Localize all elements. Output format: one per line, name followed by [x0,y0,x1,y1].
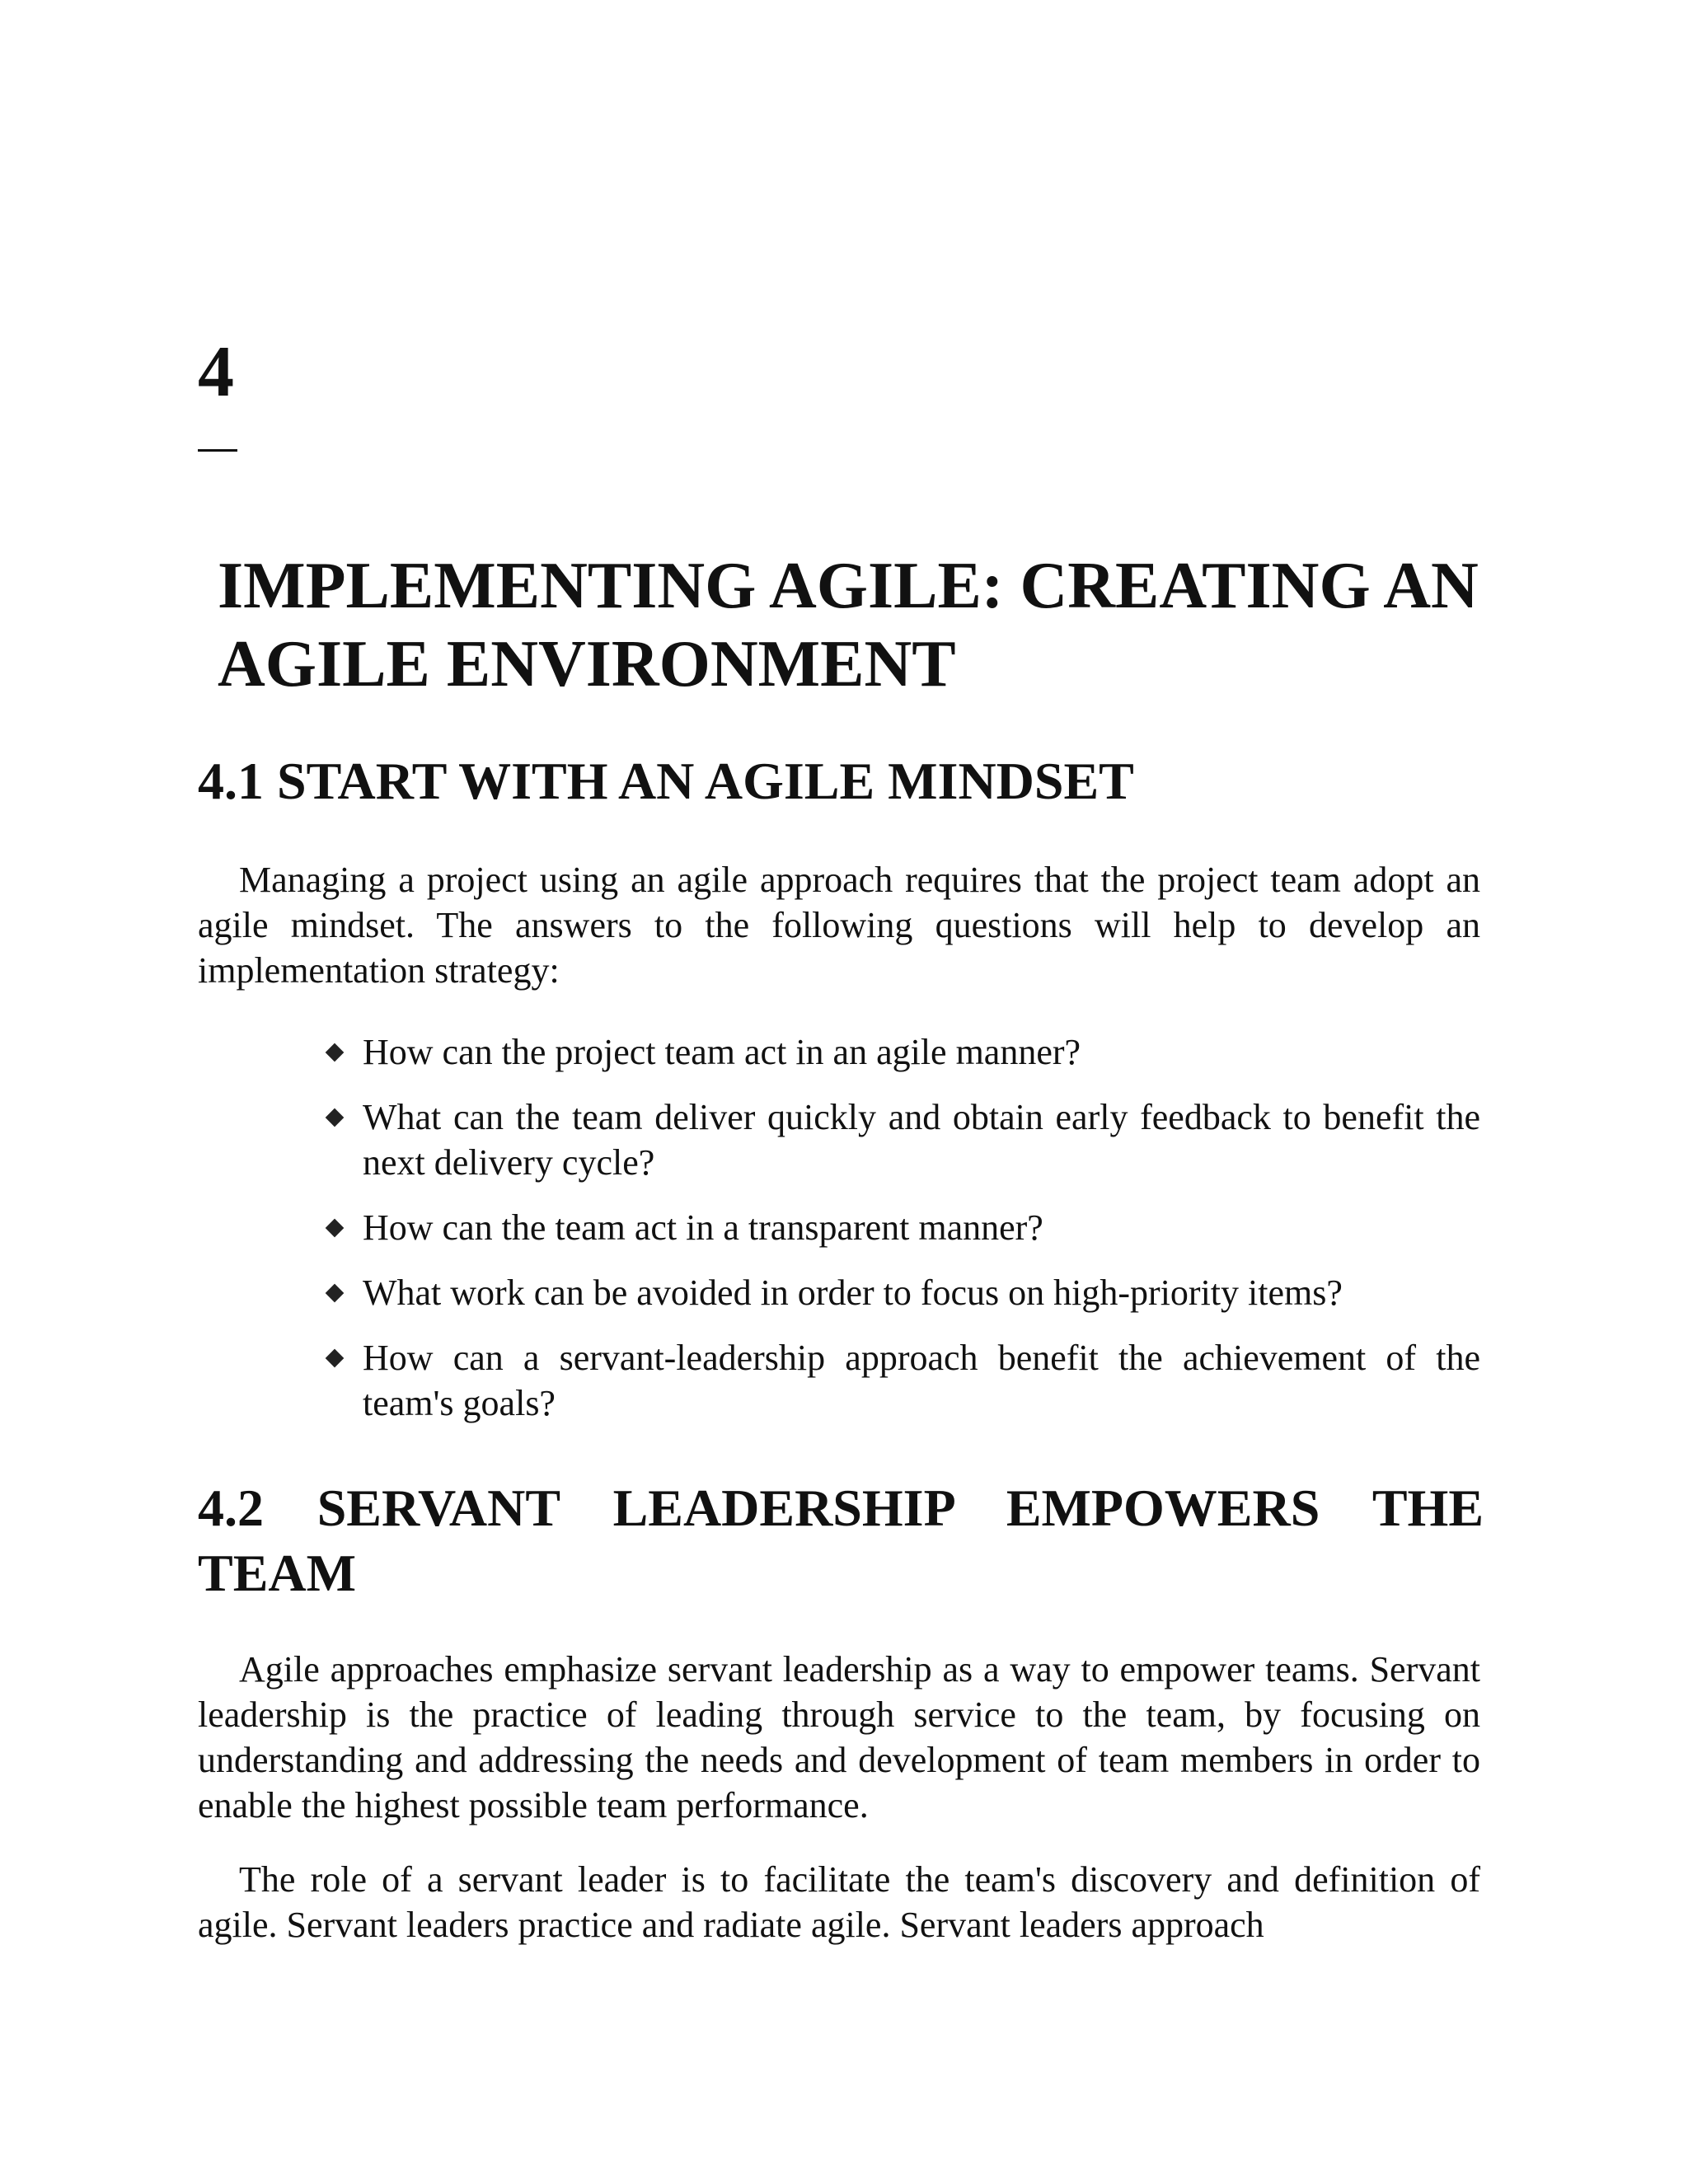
list-item-text: What can the team deliver quickly and obtain early feedback to benefit the next delivery cycle? [363,1097,1480,1183]
chapter-number: 4 [198,332,234,412]
list-item-text: How can a servant-leadership approach benefit the achievement of the team's goals? [363,1338,1480,1423]
section-heading-4-2 [198,1475,1484,1605]
diamond-bullet-icon [326,1219,345,1238]
chapter-number-rule [198,449,237,452]
section-heading-line-1: 4.2 SERVANT LEADERSHIP EMPOWERS THE [198,1479,1484,1537]
chapter-title: IMPLEMENTING AGILE: CREATING AN AGILE ENVIRONMENT [218,550,1479,701]
diamond-bullet-icon [326,1108,345,1127]
list-item-text: What work can be avoided in order to focus on high-priority items? [363,1272,1343,1313]
list-item [325,1270,1480,1315]
section-2-paragraph-1: Agile approaches emphasize servant leadership as a way to empower teams. Servant leadership is the practice of leading through service to the team, by focusing on understanding and addressing the needs and development of team members in order to enable the highest possible team performance. [198,1649,1480,1825]
list-item-text: How can the team act in a transparent manner? [363,1207,1043,1248]
section-heading-line-2: TEAM [198,1544,356,1602]
section-heading-4-1: 4.1 START WITH AN AGILE MINDSET [198,752,1134,810]
list-item [325,1205,1480,1250]
diamond-bullet-icon [326,1043,345,1062]
list-item-text: How can the project team act in an agile manner? [363,1032,1081,1072]
list-item [325,1335,1480,1426]
list-item [325,1029,1480,1075]
diamond-bullet-icon [326,1284,345,1303]
section-2-paragraph-2: The role of a servant leader is to facilitate the team's discovery and definition of agile. Servant leaders practice and radiate agile. Servant leaders approach [198,1859,1480,1945]
list-item [325,1094,1480,1185]
question-list [325,1029,1480,1446]
section-1-paragraph: Managing a project using an agile approach requires that the project team adopt an agile mindset. The answers to the following questions will help to develop an implementation strategy: [198,860,1480,991]
diamond-bullet-icon [326,1349,345,1368]
